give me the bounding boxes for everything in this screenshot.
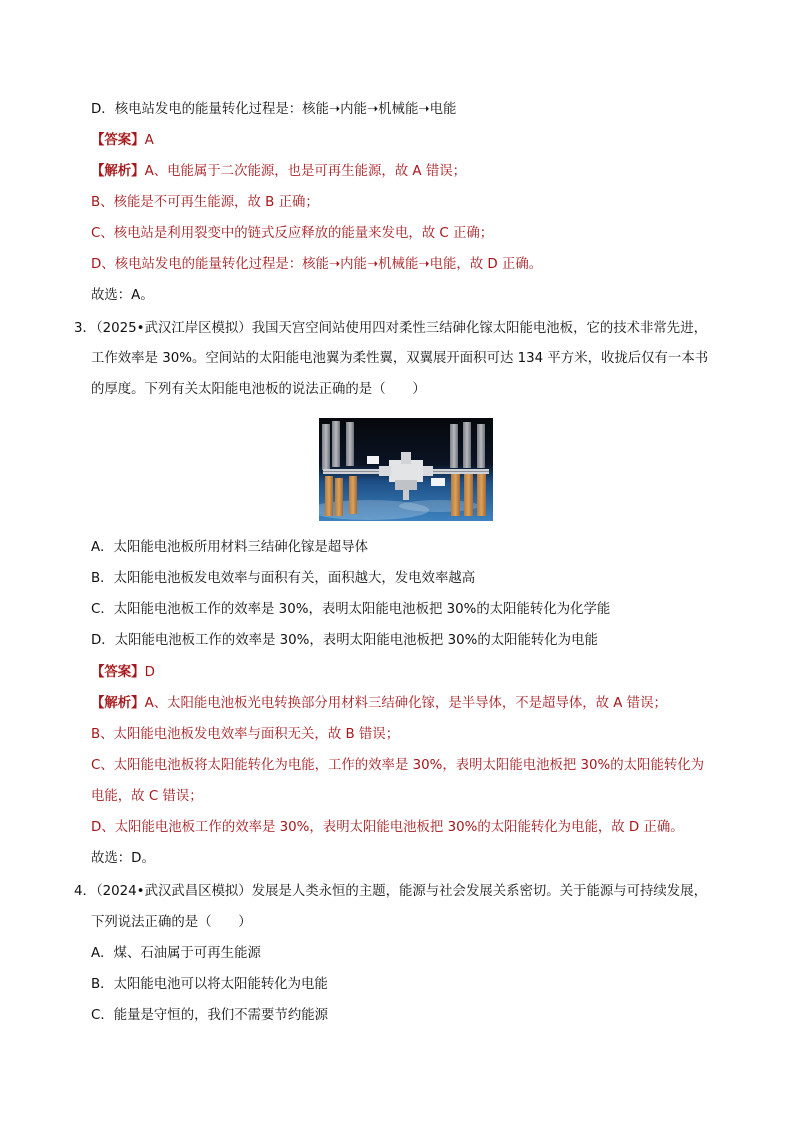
q3-stem-line1: 3．（2025•武汉江岸区模拟）我国天宫空间站使用四对柔性三结砷化镓太阳能电池板，它的技术非常先进， (74, 321, 707, 336)
q3-conclusion: 故选：D。 (91, 851, 155, 866)
q3-analysis-c-line1: C、太阳能电池板将太阳能转化为电能，工作的效率是 30%，表明太阳能电池板把 30%的太阳能转化为 (91, 758, 705, 773)
answer-tag: 【答案】 (91, 665, 145, 680)
q4-stem-line2: 下列说法正确的是（ ） (91, 915, 252, 930)
q2-analysis-c: C、核电站是利用裂变中的链式反应释放的能量来发电，故 C 正确； (91, 226, 494, 241)
q3-answer (91, 664, 155, 682)
q2-analysis-b: B、核能是不可再生能源，故 B 正确； (91, 195, 319, 210)
q2-analysis-a (91, 163, 466, 181)
q3-analysis-c-line2: 电能，故 C 错误； (91, 789, 203, 804)
q4-option-b: B．太阳能电池可以将太阳能转化为电能 (91, 977, 328, 992)
q3-stem-line3: 的厚度。下列有关太阳能电池板的说法正确的是（ ） (91, 382, 426, 397)
q2-option-d: D．核电站发电的能量转化过程是：核能➝内能➝机械能➝电能 (91, 102, 457, 117)
q3-analysis-a (91, 695, 667, 713)
q2-analysis-d: D、核电站发电的能量转化过程是：核能➝内能➝机械能➝电能，故 D 正确。 (91, 257, 543, 272)
answer-tag: 【答案】 (91, 133, 145, 148)
q4-option-c: C．能量是守恒的，我们不需要节约能源 (91, 1008, 328, 1023)
q3-analysis-b: B、太阳能电池板发电效率与面积无关，故 B 错误； (91, 727, 400, 742)
analysis-tag: 【解析】 (91, 164, 145, 179)
q2-answer (91, 132, 154, 150)
analysis-tag: 【解析】 (91, 696, 145, 711)
analysis-text: A、电能属于二次能源，也是可再生能源，故 A 错误； (144, 164, 466, 179)
q3-option-a: A．太阳能电池板所用材料三结砷化镓是超导体 (91, 540, 368, 555)
answer-value: D (144, 665, 155, 680)
q3-stem-line2: 工作效率是 30%。空间站的太阳能电池翼为柔性翼，双翼展开面积可达 134 平方米，收拢后仅有一本书 (91, 351, 709, 366)
q2-conclusion: 故选：A。 (91, 288, 154, 303)
q3-option-c: C．太阳能电池板工作的效率是 30%，表明太阳能电池板把 30%的太阳能转化为化学能 (91, 602, 611, 617)
q3-option-b: B．太阳能电池板发电效率与面积有关，面积越大，发电效率越高 (91, 571, 476, 586)
q3-option-d: D．太阳能电池板工作的效率是 30%，表明太阳能电池板把 30%的太阳能转化为电能 (91, 633, 598, 648)
q4-stem-line1: 4．（2024•武汉武昌区模拟）发展是人类永恒的主题，能源与社会发展关系密切。关于能源与可持续发展， (74, 884, 707, 899)
answer-value: A (144, 133, 154, 148)
q3-analysis-d: D、太阳能电池板工作的效率是 30%，表明太阳能电池板把 30%的太阳能转化为电能，故 D 正确。 (91, 820, 684, 835)
space-station-photo (319, 418, 493, 521)
analysis-text: A、太阳能电池板光电转换部分用材料三结砷化镓，是半导体，不是超导体，故 A 错误； (144, 696, 667, 711)
q4-option-a: A．煤、石油属于可再生能源 (91, 946, 261, 961)
